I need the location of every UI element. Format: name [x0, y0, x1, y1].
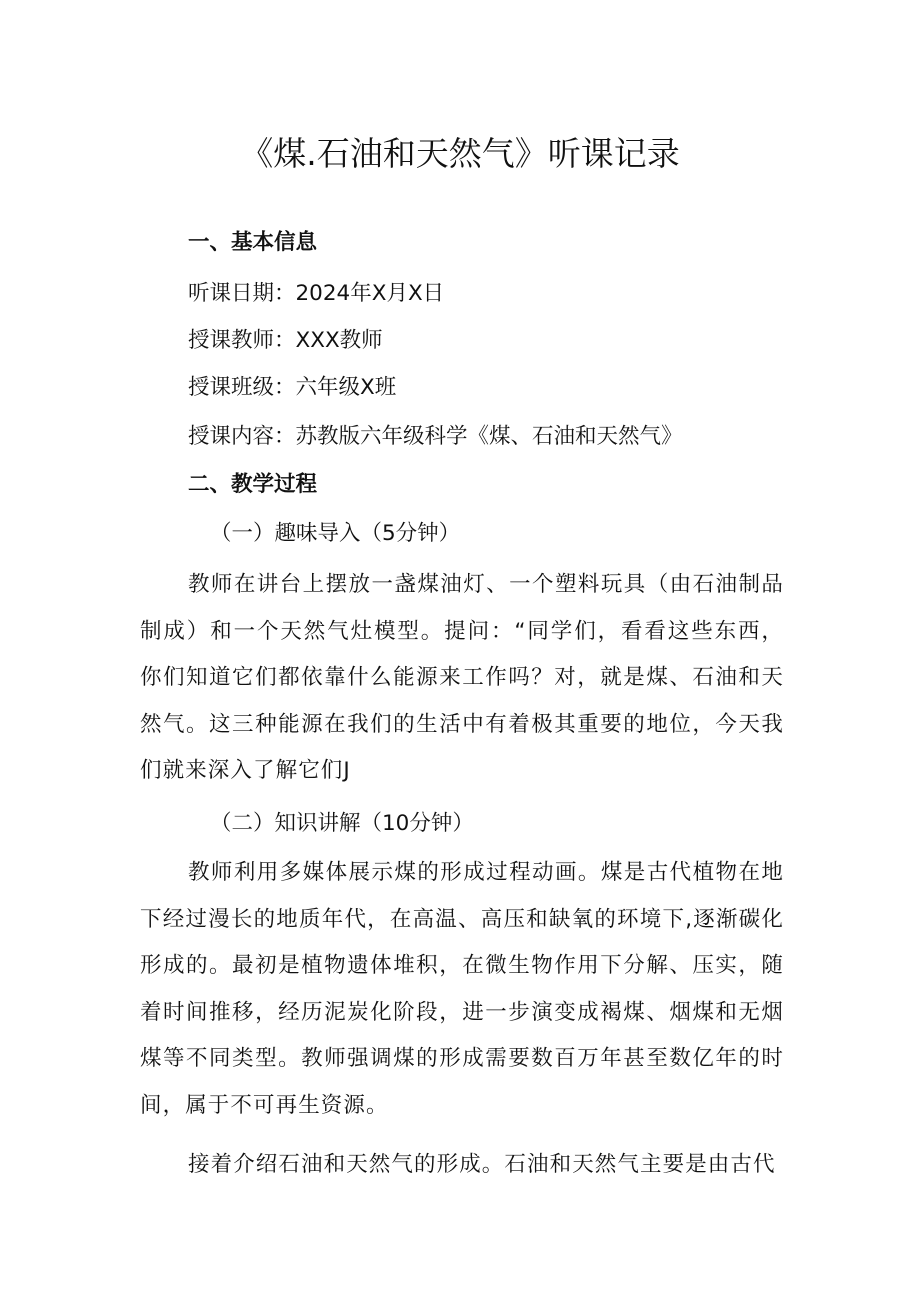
- info-class: 授课班级：六年级X班: [188, 375, 397, 400]
- paragraph-intro: 教师在讲台上摆放一盏煤油灯、一个塑料玩具（由石油制品制成）和一个天然气灶模型。提问：“同学们，看看这些东西，你们知道它们都依靠什么能源来工作吗？对，就是煤、石油和天然气。这三种能源在我们的生活中有着极其重要的地位，今天我们就来深入了解它们J: [140, 572, 784, 783]
- document-title: 《煤.石油和天然气》听课记录: [240, 134, 680, 173]
- paragraph-coal-formation: 教师利用多媒体展示煤的形成过程动画。煤是古代植物在地下经过漫长的地质年代，在高温、高压和缺氧的环境下,逐渐碳化形成的。最初是植物遗体堆积，在微生物作用下分解、压实，随着时间推移，经历泥炭化阶段，进一步演变成褐煤、烟煤和无烟煤等不同类型。教师强调煤的形成需要数百万年甚至数亿年的时间，属于不可再生资源。: [140, 860, 784, 1118]
- subsection-heading-knowledge: （二）知识讲解（10分钟）: [210, 811, 474, 836]
- info-teacher: 授课教师：XXX教师: [188, 328, 383, 353]
- section-heading-teaching-process: 二、教学过程: [188, 472, 318, 497]
- subsection-heading-intro: （一）趣味导入（5分钟）: [210, 521, 461, 546]
- info-date: 听课日期：2024年X月X日: [188, 281, 445, 306]
- paragraph-oil-gas-formation: 接着介绍石油和天然气的形成。石油和天然气主要是由古代: [188, 1152, 776, 1177]
- info-content: 授课内容：苏教版六年级科学《煤、石油和天然气》: [188, 424, 683, 449]
- section-heading-basic-info: 一、基本信息: [188, 230, 318, 255]
